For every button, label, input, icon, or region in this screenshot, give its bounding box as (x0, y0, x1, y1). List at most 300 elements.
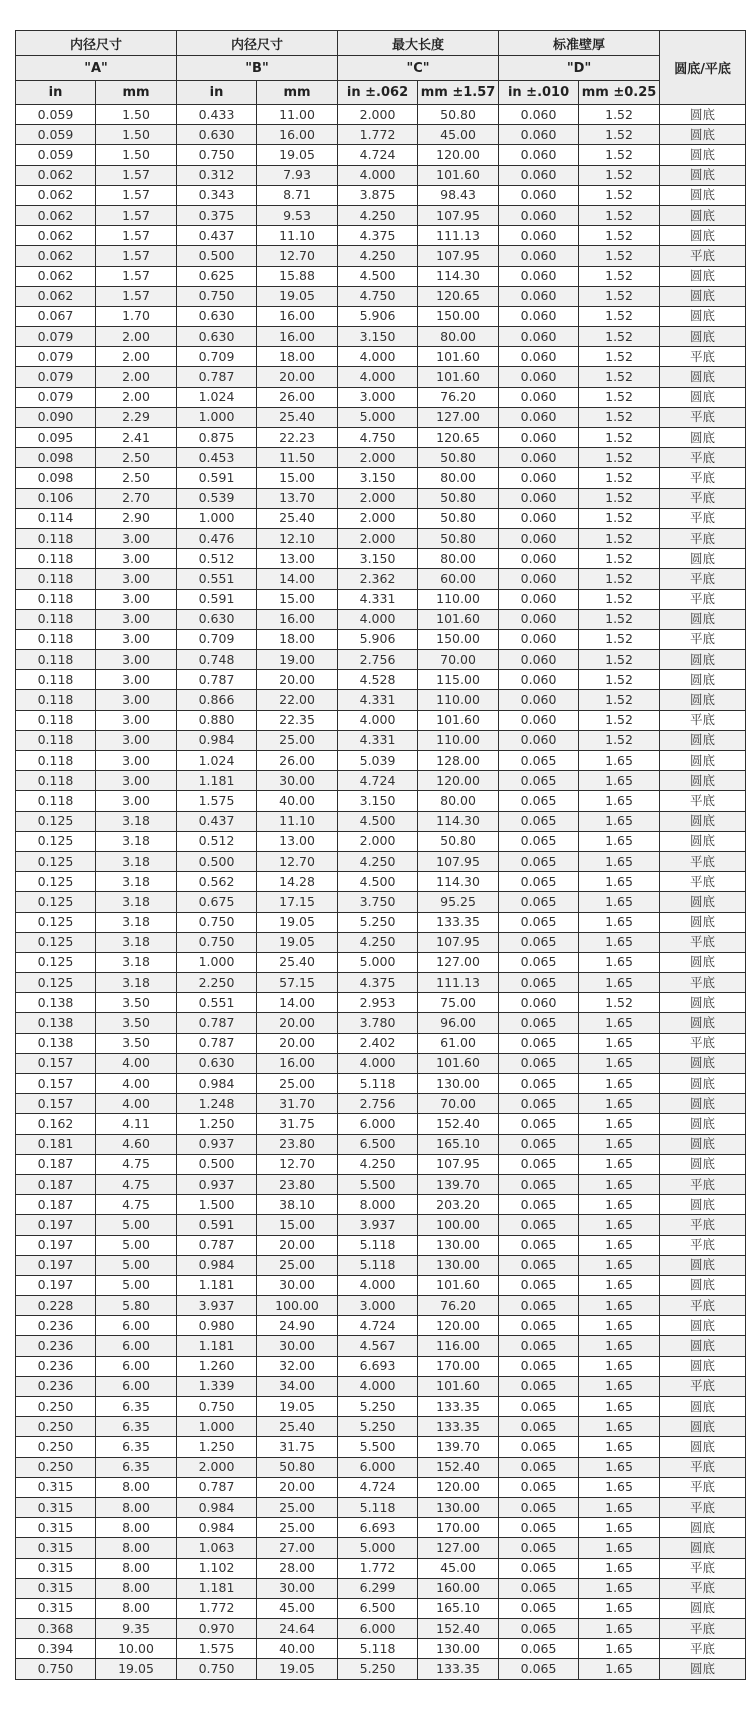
cell-a-in: 0.079 (16, 387, 96, 407)
cell-b-in: 0.630 (177, 306, 257, 326)
cell-a-in: 0.118 (16, 791, 96, 811)
cell-b-in: 0.787 (177, 1033, 257, 1053)
cell-c-mm: 50.80 (418, 105, 499, 125)
cell-b-mm: 57.15 (257, 973, 338, 993)
cell-c-mm: 80.00 (418, 468, 499, 488)
cell-a-mm: 8.00 (96, 1477, 177, 1497)
cell-a-in: 0.118 (16, 629, 96, 649)
cell-c-mm: 107.95 (418, 932, 499, 952)
cell-c-mm: 61.00 (418, 1033, 499, 1053)
cell-d-in: 0.060 (499, 609, 579, 629)
cell-a-in: 0.079 (16, 367, 96, 387)
cell-a-in: 0.187 (16, 1195, 96, 1215)
cell-c-in: 4.000 (338, 165, 418, 185)
cell-b-mm: 15.00 (257, 589, 338, 609)
cell-b-mm: 25.40 (257, 407, 338, 427)
cell-bottom-type: 圆底 (660, 1255, 746, 1275)
cell-bottom-type: 圆底 (660, 1094, 746, 1114)
cell-d-mm: 1.52 (579, 549, 660, 569)
cell-d-mm: 1.65 (579, 1154, 660, 1174)
cell-a-mm: 5.00 (96, 1275, 177, 1295)
cell-c-in: 4.750 (338, 428, 418, 448)
table-row (16, 1094, 746, 1114)
cell-bottom-type: 圆底 (660, 205, 746, 225)
cell-bottom-type: 圆底 (660, 1417, 746, 1437)
cell-a-mm: 3.00 (96, 771, 177, 791)
cell-bottom-type: 平底 (660, 347, 746, 367)
header-max-length: 最大长度 (338, 31, 499, 56)
table-row (16, 387, 746, 407)
cell-b-in: 0.984 (177, 1255, 257, 1275)
cell-d-mm: 1.65 (579, 1255, 660, 1275)
table-row (16, 589, 746, 609)
table-row (16, 1518, 746, 1538)
cell-b-in: 1.024 (177, 387, 257, 407)
cell-c-in: 4.331 (338, 730, 418, 750)
unit-d-in: in ±.010 (499, 81, 579, 105)
cell-d-mm: 1.52 (579, 629, 660, 649)
cell-d-mm: 1.52 (579, 569, 660, 589)
cell-d-in: 0.060 (499, 165, 579, 185)
cell-b-mm: 22.23 (257, 428, 338, 448)
cell-a-mm: 19.05 (96, 1659, 177, 1679)
cell-a-in: 0.062 (16, 165, 96, 185)
cell-a-mm: 1.70 (96, 306, 177, 326)
table-row (16, 1497, 746, 1517)
cell-b-mm: 25.00 (257, 1255, 338, 1275)
table-row (16, 1195, 746, 1215)
cell-b-mm: 34.00 (257, 1376, 338, 1396)
table-row (16, 690, 746, 710)
cell-c-mm: 133.35 (418, 1397, 499, 1417)
cell-bottom-type: 平底 (660, 932, 746, 952)
cell-c-mm: 107.95 (418, 205, 499, 225)
cell-bottom-type: 圆底 (660, 1154, 746, 1174)
cell-d-in: 0.060 (499, 629, 579, 649)
cell-c-mm: 133.35 (418, 1659, 499, 1679)
table-row (16, 468, 746, 488)
cell-b-mm: 13.70 (257, 488, 338, 508)
cell-b-mm: 30.00 (257, 1336, 338, 1356)
cell-bottom-type: 圆底 (660, 306, 746, 326)
cell-d-mm: 1.52 (579, 690, 660, 710)
cell-c-in: 4.000 (338, 609, 418, 629)
cell-a-mm: 1.57 (96, 165, 177, 185)
cell-c-in: 3.150 (338, 791, 418, 811)
cell-b-mm: 22.00 (257, 690, 338, 710)
cell-b-mm: 40.00 (257, 1639, 338, 1659)
cell-b-in: 1.250 (177, 1114, 257, 1134)
cell-d-mm: 1.52 (579, 306, 660, 326)
cell-b-in: 0.880 (177, 710, 257, 730)
cell-c-in: 5.000 (338, 952, 418, 972)
cell-b-in: 1.500 (177, 1195, 257, 1215)
cell-a-in: 0.125 (16, 851, 96, 871)
cell-b-mm: 19.05 (257, 145, 338, 165)
cell-c-in: 5.906 (338, 306, 418, 326)
unit-c-mm: mm ±1.57 (418, 81, 499, 105)
cell-b-in: 1.339 (177, 1376, 257, 1396)
table-row (16, 1538, 746, 1558)
cell-b-in: 0.630 (177, 125, 257, 145)
cell-bottom-type: 圆底 (660, 1659, 746, 1679)
cell-b-mm: 24.90 (257, 1316, 338, 1336)
cell-c-in: 6.500 (338, 1598, 418, 1618)
cell-a-in: 0.118 (16, 609, 96, 629)
cell-d-mm: 1.52 (579, 387, 660, 407)
cell-d-in: 0.060 (499, 488, 579, 508)
cell-a-mm: 3.50 (96, 993, 177, 1013)
cell-bottom-type: 圆底 (660, 387, 746, 407)
cell-b-mm: 11.50 (257, 448, 338, 468)
cell-c-in: 6.000 (338, 1619, 418, 1639)
cell-c-in: 5.118 (338, 1497, 418, 1517)
table-row (16, 1639, 746, 1659)
cell-c-in: 4.528 (338, 670, 418, 690)
cell-b-in: 0.787 (177, 1235, 257, 1255)
cell-c-in: 4.250 (338, 205, 418, 225)
cell-d-mm: 1.52 (579, 428, 660, 448)
cell-a-mm: 5.00 (96, 1235, 177, 1255)
cell-b-mm: 20.00 (257, 1235, 338, 1255)
cell-d-in: 0.065 (499, 1437, 579, 1457)
cell-b-in: 0.312 (177, 165, 257, 185)
cell-bottom-type: 圆底 (660, 1013, 746, 1033)
cell-d-mm: 1.65 (579, 1074, 660, 1094)
cell-c-mm: 130.00 (418, 1255, 499, 1275)
cell-bottom-type: 圆底 (660, 751, 746, 771)
cell-c-in: 2.000 (338, 105, 418, 125)
cell-d-in: 0.060 (499, 286, 579, 306)
cell-a-mm: 3.00 (96, 650, 177, 670)
table-row (16, 1275, 746, 1295)
cell-a-mm: 3.18 (96, 811, 177, 831)
cell-b-mm: 31.75 (257, 1114, 338, 1134)
header-inner-diameter-a: 内径尺寸 (16, 31, 177, 56)
cell-bottom-type: 平底 (660, 488, 746, 508)
cell-a-mm: 2.00 (96, 327, 177, 347)
cell-d-mm: 1.65 (579, 973, 660, 993)
cell-c-mm: 50.80 (418, 508, 499, 528)
cell-c-mm: 50.80 (418, 831, 499, 851)
cell-c-in: 2.000 (338, 488, 418, 508)
unit-b-mm: mm (257, 81, 338, 105)
cell-d-mm: 1.52 (579, 508, 660, 528)
cell-d-in: 0.065 (499, 1598, 579, 1618)
cell-a-in: 0.250 (16, 1457, 96, 1477)
cell-b-mm: 45.00 (257, 1598, 338, 1618)
cell-b-mm: 20.00 (257, 670, 338, 690)
cell-c-in: 5.250 (338, 1417, 418, 1437)
cell-d-in: 0.065 (499, 1336, 579, 1356)
cell-a-in: 0.062 (16, 185, 96, 205)
cell-c-in: 2.000 (338, 448, 418, 468)
table-row (16, 872, 746, 892)
cell-b-in: 0.750 (177, 145, 257, 165)
cell-d-in: 0.065 (499, 1639, 579, 1659)
cell-a-mm: 1.50 (96, 125, 177, 145)
cell-a-mm: 3.50 (96, 1013, 177, 1033)
cell-d-mm: 1.65 (579, 751, 660, 771)
cell-a-mm: 6.35 (96, 1417, 177, 1437)
cell-d-in: 0.060 (499, 387, 579, 407)
cell-a-mm: 1.57 (96, 185, 177, 205)
cell-a-in: 0.118 (16, 569, 96, 589)
cell-d-mm: 1.52 (579, 650, 660, 670)
cell-b-mm: 13.00 (257, 549, 338, 569)
cell-c-mm: 114.30 (418, 811, 499, 831)
cell-a-mm: 3.50 (96, 1033, 177, 1053)
cell-d-mm: 1.65 (579, 1336, 660, 1356)
cell-a-in: 0.125 (16, 872, 96, 892)
cell-bottom-type: 平底 (660, 508, 746, 528)
cell-a-mm: 3.00 (96, 629, 177, 649)
cell-a-in: 0.157 (16, 1053, 96, 1073)
cell-b-mm: 18.00 (257, 347, 338, 367)
cell-d-in: 0.060 (499, 226, 579, 246)
cell-c-in: 5.906 (338, 629, 418, 649)
cell-a-mm: 4.75 (96, 1154, 177, 1174)
cell-d-mm: 1.52 (579, 670, 660, 690)
cell-a-mm: 8.00 (96, 1538, 177, 1558)
cell-c-mm: 150.00 (418, 629, 499, 649)
cell-c-in: 6.500 (338, 1134, 418, 1154)
cell-d-mm: 1.65 (579, 1437, 660, 1457)
cell-b-in: 1.575 (177, 1639, 257, 1659)
cell-c-mm: 50.80 (418, 528, 499, 548)
cell-b-mm: 30.00 (257, 771, 338, 791)
cell-a-mm: 6.35 (96, 1437, 177, 1457)
cell-d-mm: 1.52 (579, 730, 660, 750)
cell-d-mm: 1.65 (579, 912, 660, 932)
cell-c-mm: 127.00 (418, 1538, 499, 1558)
cell-b-in: 0.539 (177, 488, 257, 508)
cell-b-mm: 20.00 (257, 1013, 338, 1033)
cell-b-in: 1.000 (177, 508, 257, 528)
table-row (16, 1619, 746, 1639)
cell-c-mm: 120.00 (418, 1316, 499, 1336)
cell-bottom-type: 平底 (660, 407, 746, 427)
cell-d-in: 0.065 (499, 1316, 579, 1336)
cell-c-in: 4.375 (338, 226, 418, 246)
cell-d-mm: 1.65 (579, 1356, 660, 1376)
table-row (16, 791, 746, 811)
cell-b-mm: 19.05 (257, 912, 338, 932)
cell-a-mm: 2.41 (96, 428, 177, 448)
cell-c-mm: 170.00 (418, 1356, 499, 1376)
cell-d-in: 0.060 (499, 993, 579, 1013)
cell-bottom-type: 平底 (660, 1296, 746, 1316)
cell-a-in: 0.162 (16, 1114, 96, 1134)
cell-b-mm: 15.88 (257, 266, 338, 286)
cell-bottom-type: 圆底 (660, 1275, 746, 1295)
cell-c-in: 4.250 (338, 1154, 418, 1174)
cell-d-in: 0.065 (499, 1094, 579, 1114)
table-row (16, 448, 746, 468)
cell-d-in: 0.060 (499, 690, 579, 710)
cell-c-mm: 120.00 (418, 771, 499, 791)
cell-b-mm: 28.00 (257, 1558, 338, 1578)
cell-b-mm: 8.71 (257, 185, 338, 205)
cell-d-mm: 1.52 (579, 105, 660, 125)
table-row (16, 912, 746, 932)
cell-d-mm: 1.52 (579, 205, 660, 225)
cell-b-in: 1.000 (177, 1417, 257, 1437)
cell-a-in: 0.197 (16, 1255, 96, 1275)
table-row (16, 892, 746, 912)
cell-b-in: 0.591 (177, 589, 257, 609)
cell-b-mm: 31.70 (257, 1094, 338, 1114)
cell-bottom-type: 平底 (660, 973, 746, 993)
cell-a-mm: 3.00 (96, 670, 177, 690)
cell-c-in: 3.150 (338, 468, 418, 488)
cell-bottom-type: 圆底 (660, 1114, 746, 1134)
cell-b-in: 0.551 (177, 993, 257, 1013)
table-row (16, 205, 746, 225)
cell-d-mm: 1.52 (579, 367, 660, 387)
cell-b-mm: 19.05 (257, 1659, 338, 1679)
cell-d-in: 0.065 (499, 1497, 579, 1517)
cell-d-in: 0.065 (499, 1074, 579, 1094)
cell-bottom-type: 圆底 (660, 185, 746, 205)
cell-c-mm: 139.70 (418, 1174, 499, 1194)
cell-c-mm: 101.60 (418, 165, 499, 185)
cell-b-mm: 50.80 (257, 1457, 338, 1477)
cell-d-mm: 1.52 (579, 993, 660, 1013)
cell-a-mm: 3.00 (96, 549, 177, 569)
table-header (16, 31, 746, 105)
cell-d-mm: 1.52 (579, 165, 660, 185)
cell-d-mm: 1.65 (579, 851, 660, 871)
cell-d-in: 0.065 (499, 1174, 579, 1194)
cell-d-in: 0.065 (499, 1033, 579, 1053)
cell-a-in: 0.106 (16, 488, 96, 508)
cell-a-mm: 1.57 (96, 286, 177, 306)
table-row (16, 851, 746, 871)
cell-c-in: 1.772 (338, 125, 418, 145)
cell-bottom-type: 圆底 (660, 670, 746, 690)
cell-c-mm: 101.60 (418, 1376, 499, 1396)
cell-a-mm: 1.50 (96, 145, 177, 165)
cell-c-mm: 45.00 (418, 1558, 499, 1578)
cell-a-in: 0.118 (16, 549, 96, 569)
cell-d-in: 0.060 (499, 528, 579, 548)
cell-a-in: 0.118 (16, 690, 96, 710)
cell-a-in: 0.095 (16, 428, 96, 448)
cell-c-in: 6.693 (338, 1518, 418, 1538)
cell-d-in: 0.065 (499, 952, 579, 972)
cell-b-mm: 19.05 (257, 286, 338, 306)
cell-a-in: 0.059 (16, 145, 96, 165)
cell-d-in: 0.065 (499, 1134, 579, 1154)
cell-b-mm: 40.00 (257, 791, 338, 811)
cell-d-mm: 1.52 (579, 589, 660, 609)
cell-d-mm: 1.65 (579, 872, 660, 892)
cell-c-in: 4.000 (338, 710, 418, 730)
cell-a-in: 0.138 (16, 993, 96, 1013)
cell-a-mm: 3.18 (96, 851, 177, 871)
cell-c-mm: 98.43 (418, 185, 499, 205)
cell-c-mm: 133.35 (418, 912, 499, 932)
cell-bottom-type: 平底 (660, 589, 746, 609)
cell-b-mm: 25.40 (257, 508, 338, 528)
table-row (16, 569, 746, 589)
unit-c-in: in ±.062 (338, 81, 418, 105)
cell-b-in: 0.500 (177, 246, 257, 266)
cell-c-in: 5.118 (338, 1235, 418, 1255)
cell-a-mm: 2.00 (96, 347, 177, 367)
cell-a-in: 0.250 (16, 1397, 96, 1417)
cell-b-mm: 22.35 (257, 710, 338, 730)
cell-c-mm: 50.80 (418, 448, 499, 468)
cell-bottom-type: 圆底 (660, 125, 746, 145)
cell-d-mm: 1.52 (579, 448, 660, 468)
table-row (16, 1457, 746, 1477)
cell-c-mm: 50.80 (418, 488, 499, 508)
table-row (16, 1053, 746, 1073)
cell-bottom-type: 平底 (660, 710, 746, 730)
cell-d-in: 0.065 (499, 831, 579, 851)
cell-c-in: 3.875 (338, 185, 418, 205)
cell-b-in: 1.024 (177, 751, 257, 771)
cell-a-in: 0.125 (16, 892, 96, 912)
cell-c-in: 4.250 (338, 851, 418, 871)
cell-a-in: 0.236 (16, 1316, 96, 1336)
cell-c-mm: 120.00 (418, 145, 499, 165)
cell-c-mm: 152.40 (418, 1114, 499, 1134)
cell-c-in: 4.500 (338, 811, 418, 831)
cell-d-in: 0.060 (499, 306, 579, 326)
table-row (16, 629, 746, 649)
header-letter-d: "D" (499, 56, 660, 81)
cell-d-in: 0.065 (499, 1518, 579, 1538)
cell-d-mm: 1.52 (579, 327, 660, 347)
cell-a-mm: 3.18 (96, 912, 177, 932)
cell-b-mm: 32.00 (257, 1356, 338, 1376)
cell-d-in: 0.065 (499, 1215, 579, 1235)
cell-a-in: 0.098 (16, 448, 96, 468)
cell-b-mm: 16.00 (257, 609, 338, 629)
cell-c-in: 3.937 (338, 1215, 418, 1235)
cell-bottom-type: 平底 (660, 1497, 746, 1517)
cell-c-in: 8.000 (338, 1195, 418, 1215)
cell-c-mm: 127.00 (418, 952, 499, 972)
cell-d-in: 0.065 (499, 1255, 579, 1275)
cell-c-in: 6.000 (338, 1114, 418, 1134)
cell-a-mm: 2.90 (96, 508, 177, 528)
table-row (16, 831, 746, 851)
cell-d-mm: 1.65 (579, 811, 660, 831)
cell-b-mm: 14.00 (257, 993, 338, 1013)
cell-d-mm: 1.65 (579, 1033, 660, 1053)
cell-d-mm: 1.65 (579, 1518, 660, 1538)
cell-c-in: 4.724 (338, 1316, 418, 1336)
cell-b-in: 0.476 (177, 528, 257, 548)
cell-bottom-type: 圆底 (660, 771, 746, 791)
cell-c-mm: 60.00 (418, 569, 499, 589)
cell-d-mm: 1.65 (579, 1639, 660, 1659)
cell-d-mm: 1.52 (579, 266, 660, 286)
cell-d-in: 0.065 (499, 1013, 579, 1033)
cell-d-mm: 1.52 (579, 246, 660, 266)
table-row (16, 286, 746, 306)
cell-a-in: 0.062 (16, 266, 96, 286)
cell-b-mm: 13.00 (257, 831, 338, 851)
header-bottom-type: 圆底/平底 (660, 31, 746, 105)
cell-a-mm: 2.50 (96, 448, 177, 468)
cell-b-mm: 31.75 (257, 1437, 338, 1457)
cell-d-in: 0.065 (499, 973, 579, 993)
